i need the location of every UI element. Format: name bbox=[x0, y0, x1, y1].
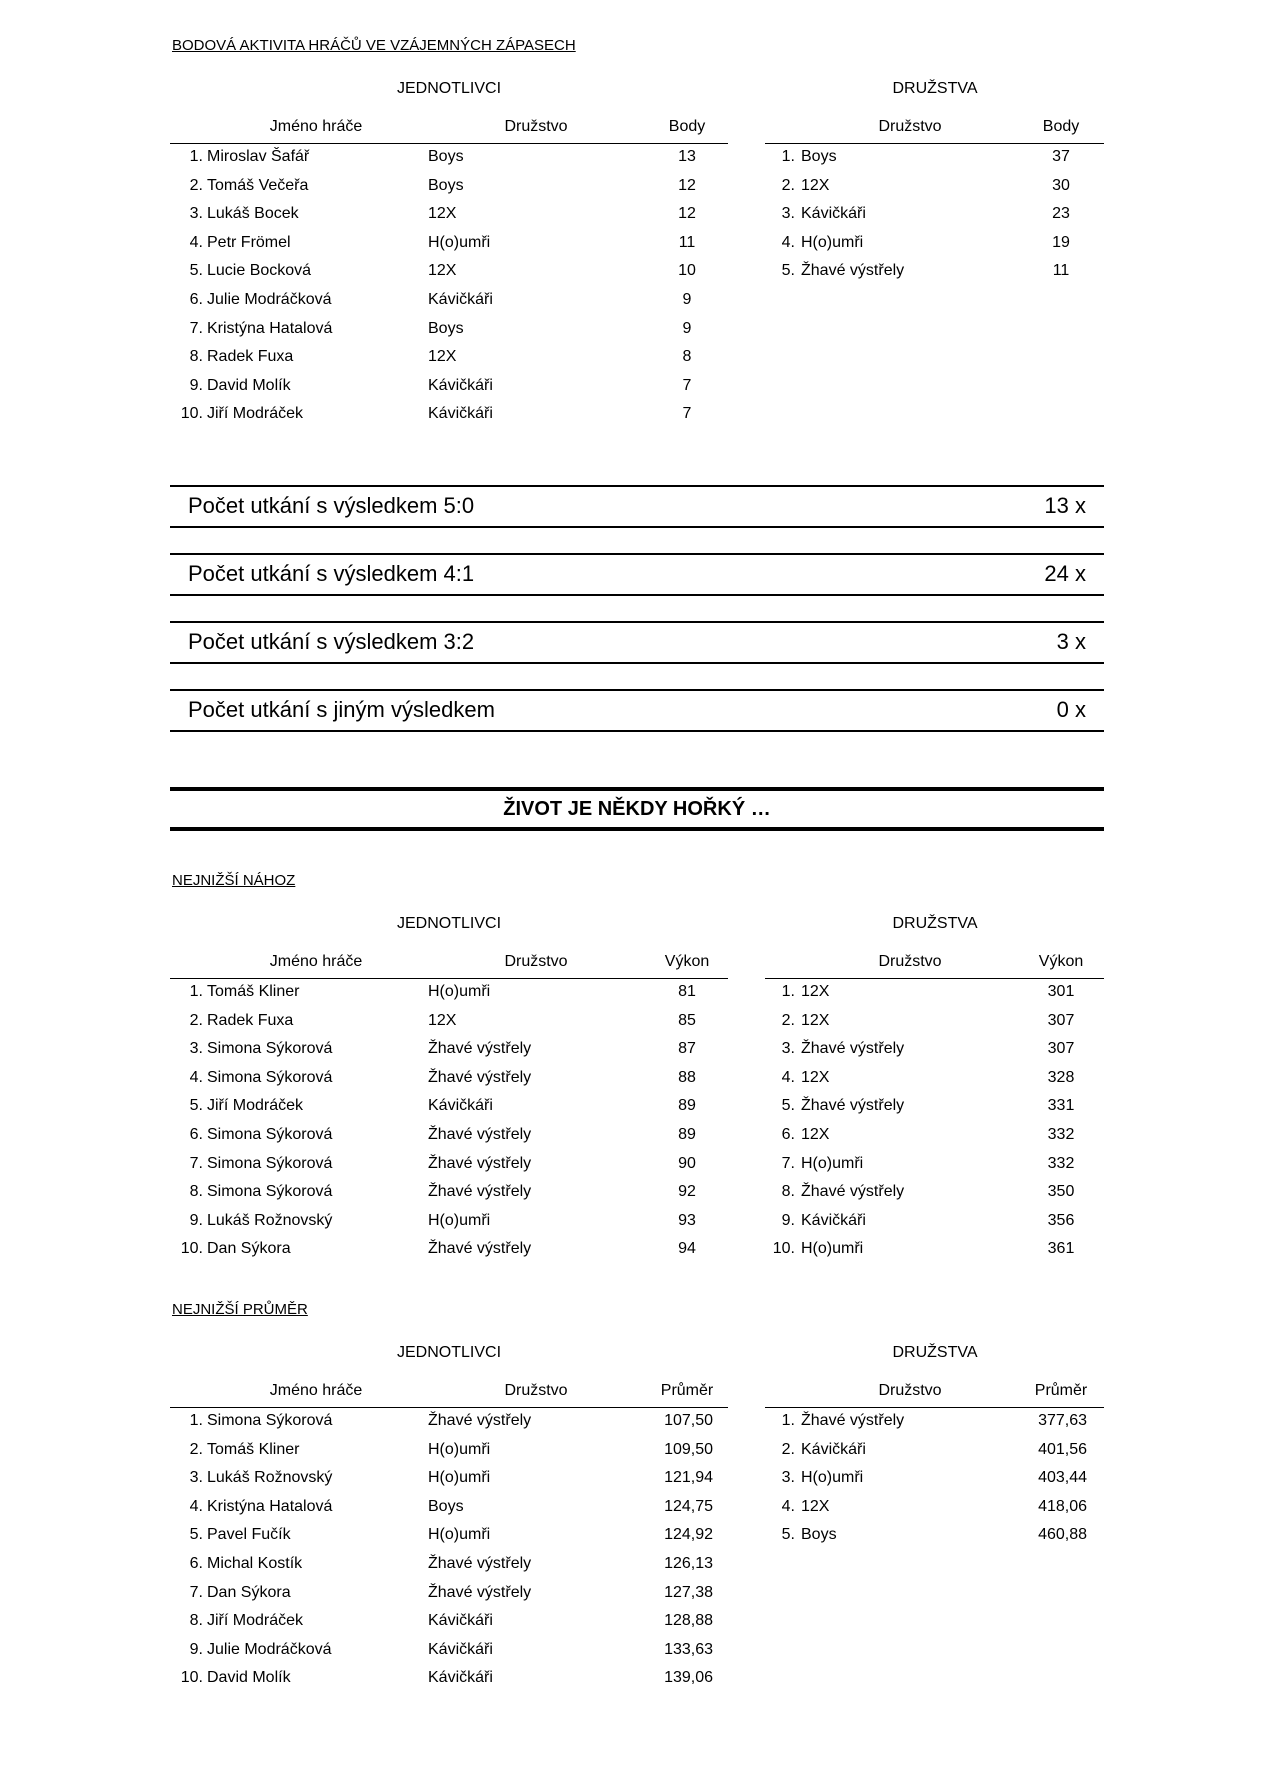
player-name: Michal Kostík bbox=[207, 1554, 303, 1572]
table-row bbox=[170, 1236, 728, 1265]
summary-row bbox=[170, 689, 1104, 732]
player-name: Dan Sýkora bbox=[207, 1583, 291, 1601]
lowest-average-title: NEJNIŽŠÍ PRŮMĚR bbox=[172, 1301, 308, 1318]
header-value: Průměr bbox=[660, 1382, 714, 1399]
player-name: Simona Sýkorová bbox=[207, 1154, 333, 1172]
rank: 4. bbox=[189, 1068, 203, 1086]
table-row bbox=[170, 173, 728, 202]
rank: 2. bbox=[781, 1440, 795, 1458]
team-name: 12X bbox=[428, 205, 457, 223]
value: 10 bbox=[678, 262, 696, 280]
team-name: H(o)umři bbox=[428, 1469, 491, 1487]
player-name: Julie Modráčková bbox=[207, 1640, 332, 1658]
table-row bbox=[765, 1093, 1104, 1122]
player-name: Lukáš Rožnovský bbox=[207, 1211, 333, 1229]
header-value: Body bbox=[1042, 118, 1080, 135]
table-row bbox=[170, 1065, 728, 1094]
team-name: Boys bbox=[801, 1526, 837, 1544]
header-team: Družstvo bbox=[504, 118, 568, 135]
table-row bbox=[765, 1494, 1104, 1523]
table-row bbox=[765, 1208, 1104, 1237]
team-name: Kávičkáři bbox=[428, 290, 493, 308]
value: 133,63 bbox=[664, 1640, 713, 1658]
value: 30 bbox=[1052, 176, 1070, 194]
lowest-average-teams-table bbox=[765, 1379, 1104, 1551]
table-row bbox=[170, 1122, 728, 1151]
team-name: 12X bbox=[428, 348, 457, 366]
value: 307 bbox=[1047, 1011, 1075, 1029]
section-banner: ŽIVOT JE NĚKDY HOŘKÝ … bbox=[170, 787, 1104, 831]
team-name: Žhavé výstřely bbox=[801, 1040, 905, 1058]
header-value: Výkon bbox=[1038, 953, 1084, 970]
value: 87 bbox=[678, 1040, 696, 1058]
table-row bbox=[170, 1437, 728, 1466]
value: 37 bbox=[1052, 148, 1070, 165]
header-player: Jméno hráče bbox=[269, 118, 363, 135]
team-name: Kávičkáři bbox=[801, 205, 866, 223]
rank: 9. bbox=[189, 1640, 203, 1658]
team-name: Boys bbox=[801, 148, 837, 165]
team-name: Kávičkáři bbox=[428, 405, 493, 423]
value: 7 bbox=[682, 376, 692, 394]
player-name: Tomáš Večeřa bbox=[207, 176, 309, 194]
value: 361 bbox=[1047, 1240, 1075, 1258]
player-name: Simona Sýkorová bbox=[207, 1040, 333, 1058]
page-title: BODOVÁ AKTIVITA HRÁČŮ VE VZÁJEMNÝCH ZÁPASECH bbox=[172, 37, 576, 54]
rank: 9. bbox=[189, 376, 203, 394]
group-label-individuals: JEDNOTLIVCI bbox=[396, 915, 502, 932]
rank: 3. bbox=[781, 1469, 795, 1487]
rank: 1. bbox=[189, 1412, 203, 1429]
player-name: Simona Sýkorová bbox=[207, 1183, 333, 1201]
summary-row bbox=[170, 553, 1104, 596]
team-name: Žhavé výstřely bbox=[801, 262, 905, 280]
team-name: Boys bbox=[428, 1497, 464, 1515]
team-name: Kávičkáři bbox=[428, 1097, 493, 1115]
header-team: Družstvo bbox=[878, 1382, 942, 1399]
team-name: 12X bbox=[801, 1497, 830, 1515]
table-row bbox=[765, 1236, 1104, 1265]
team-name: Žhavé výstřely bbox=[428, 1183, 532, 1201]
rank: 8. bbox=[189, 1612, 203, 1630]
team-name: Žhavé výstřely bbox=[428, 1554, 532, 1572]
table-row bbox=[170, 1208, 728, 1237]
team-name: Žhavé výstřely bbox=[428, 1240, 532, 1258]
rank: 7. bbox=[189, 1154, 203, 1172]
value: 9 bbox=[682, 319, 692, 337]
value: 332 bbox=[1047, 1154, 1075, 1172]
group-label-individuals: JEDNOTLIVCI bbox=[396, 1344, 502, 1361]
rank: 2. bbox=[189, 1440, 203, 1458]
value: 124,92 bbox=[664, 1526, 713, 1544]
value: 12 bbox=[678, 205, 696, 223]
rank: 6. bbox=[781, 1125, 795, 1143]
group-label-teams: DRUŽSTVA bbox=[892, 80, 978, 97]
value: 13 bbox=[678, 148, 696, 165]
table-row bbox=[170, 1465, 728, 1494]
value: 89 bbox=[678, 1125, 696, 1143]
value: 11 bbox=[678, 233, 696, 251]
player-name: Jiří Modráček bbox=[207, 1097, 304, 1115]
player-name: Simona Sýkorová bbox=[207, 1412, 333, 1429]
team-name: Kávičkáři bbox=[428, 1612, 493, 1630]
rank: 3. bbox=[781, 1040, 795, 1058]
rank: 5. bbox=[781, 262, 795, 280]
value: 127,38 bbox=[664, 1583, 713, 1601]
value: 23 bbox=[1052, 205, 1070, 223]
lowest-average-individuals-table bbox=[170, 1379, 728, 1694]
player-name: Kristýna Hatalová bbox=[207, 319, 333, 337]
value: 418,06 bbox=[1038, 1497, 1087, 1515]
rank: 4. bbox=[189, 1497, 203, 1515]
summary-value: 24 x bbox=[1044, 561, 1086, 586]
rank: 10. bbox=[180, 1240, 203, 1258]
table-row bbox=[170, 144, 728, 173]
value: 109,50 bbox=[664, 1440, 713, 1458]
table-row bbox=[765, 1151, 1104, 1180]
table-row bbox=[170, 344, 728, 373]
rank: 8. bbox=[189, 348, 203, 366]
lowest-throw-teams-table bbox=[765, 950, 1104, 1265]
team-name: Žhavé výstřely bbox=[428, 1040, 532, 1058]
team-name: Žhavé výstřely bbox=[428, 1412, 532, 1429]
team-name: Žhavé výstřely bbox=[801, 1097, 905, 1115]
header-player: Jméno hráče bbox=[269, 953, 363, 970]
table-row bbox=[765, 1179, 1104, 1208]
team-name: H(o)umři bbox=[801, 1469, 864, 1487]
value: 307 bbox=[1047, 1040, 1075, 1058]
header-value: Průměr bbox=[1034, 1382, 1088, 1399]
rank: 5. bbox=[189, 1097, 203, 1115]
player-name: Radek Fuxa bbox=[207, 348, 294, 366]
team-name: 12X bbox=[801, 1011, 830, 1029]
table-row bbox=[170, 1580, 728, 1609]
value: 88 bbox=[678, 1068, 696, 1086]
value: 81 bbox=[678, 983, 696, 1000]
rank: 4. bbox=[781, 1497, 795, 1515]
rank: 4. bbox=[781, 1068, 795, 1086]
player-name: Julie Modráčková bbox=[207, 290, 332, 308]
value: 11 bbox=[1052, 262, 1070, 280]
player-name: Jiří Modráček bbox=[207, 1612, 304, 1630]
table-header bbox=[170, 1379, 728, 1408]
table-row bbox=[170, 1008, 728, 1037]
rank: 2. bbox=[189, 176, 203, 194]
rank: 3. bbox=[189, 1469, 203, 1487]
value: 331 bbox=[1047, 1097, 1075, 1115]
value: 121,94 bbox=[664, 1469, 713, 1487]
table-row bbox=[170, 1408, 728, 1437]
points-teams-table bbox=[765, 115, 1104, 287]
table-header bbox=[170, 115, 728, 144]
value: 377,63 bbox=[1038, 1412, 1087, 1429]
table-row bbox=[170, 287, 728, 316]
summary-row bbox=[170, 485, 1104, 528]
table-row bbox=[765, 1437, 1104, 1466]
player-name: David Molík bbox=[207, 376, 291, 394]
rank: 7. bbox=[189, 319, 203, 337]
table-row bbox=[170, 230, 728, 259]
rank: 7. bbox=[189, 1583, 203, 1601]
rank: 3. bbox=[781, 205, 795, 223]
summary-row bbox=[170, 621, 1104, 664]
value: 90 bbox=[678, 1154, 696, 1172]
lowest-throw-title: NEJNIŽŠÍ NÁHOZ bbox=[172, 872, 296, 889]
group-label-teams: DRUŽSTVA bbox=[892, 915, 978, 932]
rank: 2. bbox=[781, 1011, 795, 1029]
value: 128,88 bbox=[664, 1612, 713, 1630]
table-row bbox=[765, 1465, 1104, 1494]
rank: 4. bbox=[781, 233, 795, 251]
rank: 10. bbox=[772, 1240, 795, 1258]
lowest-throw-individuals-table bbox=[170, 950, 728, 1265]
team-name: Kávičkáři bbox=[801, 1211, 866, 1229]
rank: 10. bbox=[180, 405, 203, 423]
rank: 3. bbox=[189, 205, 203, 223]
group-label-teams: DRUŽSTVA bbox=[892, 1344, 978, 1361]
rank: 1. bbox=[781, 1412, 795, 1429]
value: 460,88 bbox=[1038, 1526, 1087, 1544]
table-row bbox=[170, 1608, 728, 1637]
table-row bbox=[170, 1637, 728, 1666]
team-name: 12X bbox=[801, 176, 830, 194]
table-row bbox=[765, 1008, 1104, 1037]
value: 9 bbox=[682, 290, 692, 308]
header-value: Výkon bbox=[664, 953, 710, 970]
rank: 6. bbox=[189, 290, 203, 308]
value: 93 bbox=[678, 1211, 696, 1229]
team-name: H(o)umři bbox=[428, 1211, 491, 1229]
table-row bbox=[170, 1151, 728, 1180]
player-name: Lucie Bocková bbox=[207, 262, 312, 280]
rank: 8. bbox=[781, 1183, 795, 1201]
rank: 7. bbox=[781, 1154, 795, 1172]
table-row bbox=[765, 1122, 1104, 1151]
table-row bbox=[170, 258, 728, 287]
table-row bbox=[170, 1179, 728, 1208]
player-name: Miroslav Šafář bbox=[207, 148, 310, 165]
summary-value: 0 x bbox=[1056, 697, 1086, 722]
team-name: Žhavé výstřely bbox=[801, 1412, 905, 1429]
value: 401,56 bbox=[1038, 1440, 1087, 1458]
table-row bbox=[170, 1494, 728, 1523]
player-name: Lukáš Bocek bbox=[207, 205, 299, 223]
table-header bbox=[170, 950, 728, 979]
team-name: Kávičkáři bbox=[428, 1640, 493, 1658]
value: 92 bbox=[678, 1183, 696, 1201]
summary-value: 3 x bbox=[1056, 629, 1086, 654]
value: 332 bbox=[1047, 1125, 1075, 1143]
table-row bbox=[170, 1551, 728, 1580]
value: 19 bbox=[1052, 233, 1070, 251]
team-name: Boys bbox=[428, 148, 464, 165]
rank: 1. bbox=[781, 148, 795, 165]
rank: 5. bbox=[781, 1097, 795, 1115]
team-name: Kávičkáři bbox=[428, 1669, 493, 1687]
value: 356 bbox=[1047, 1211, 1075, 1229]
rank: 4. bbox=[189, 233, 203, 251]
player-name: David Molík bbox=[207, 1669, 291, 1687]
team-name: Žhavé výstřely bbox=[428, 1154, 532, 1172]
team-name: 12X bbox=[801, 983, 830, 1000]
table-header bbox=[765, 1379, 1104, 1408]
table-row bbox=[765, 1065, 1104, 1094]
header-value: Body bbox=[668, 118, 706, 135]
team-name: H(o)umři bbox=[428, 1440, 491, 1458]
table-row bbox=[170, 1665, 728, 1694]
value: 328 bbox=[1047, 1068, 1075, 1086]
team-name: Boys bbox=[428, 176, 464, 194]
value: 89 bbox=[678, 1097, 696, 1115]
team-name: H(o)umři bbox=[428, 233, 491, 251]
value: 8 bbox=[682, 348, 692, 366]
table-row bbox=[170, 1522, 728, 1551]
table-row bbox=[765, 173, 1104, 202]
value: 126,13 bbox=[664, 1554, 713, 1572]
table-row bbox=[170, 401, 728, 430]
rank: 1. bbox=[189, 983, 203, 1000]
table-header bbox=[765, 115, 1104, 144]
table-row bbox=[170, 1036, 728, 1065]
player-name: Tomáš Kliner bbox=[207, 1440, 300, 1458]
summary-label: Počet utkání s výsledkem 4:1 bbox=[188, 561, 475, 586]
team-name: 12X bbox=[428, 1011, 457, 1029]
team-name: Kávičkáři bbox=[428, 376, 493, 394]
team-name: Žhavé výstřely bbox=[428, 1583, 532, 1601]
team-name: Žhavé výstřely bbox=[428, 1068, 532, 1086]
rank: 6. bbox=[189, 1554, 203, 1572]
team-name: H(o)umři bbox=[801, 233, 864, 251]
header-team: Družstvo bbox=[878, 118, 942, 135]
value: 403,44 bbox=[1038, 1469, 1087, 1487]
player-name: Petr Frömel bbox=[207, 233, 291, 251]
team-name: Kávičkáři bbox=[801, 1440, 866, 1458]
table-row bbox=[170, 201, 728, 230]
team-name: H(o)umři bbox=[428, 983, 491, 1000]
table-row bbox=[765, 144, 1104, 173]
table-row bbox=[765, 201, 1104, 230]
team-name: 12X bbox=[801, 1068, 830, 1086]
team-name: H(o)umři bbox=[801, 1240, 864, 1258]
value: 124,75 bbox=[664, 1497, 713, 1515]
team-name: H(o)umři bbox=[801, 1154, 864, 1172]
team-name: 12X bbox=[801, 1125, 830, 1143]
team-name: 12X bbox=[428, 262, 457, 280]
team-name: Boys bbox=[428, 319, 464, 337]
value: 107,50 bbox=[664, 1412, 713, 1429]
table-row bbox=[170, 316, 728, 345]
rank: 6. bbox=[189, 1125, 203, 1143]
table-row bbox=[765, 258, 1104, 287]
player-name: Radek Fuxa bbox=[207, 1011, 294, 1029]
rank: 9. bbox=[781, 1211, 795, 1229]
team-name: Žhavé výstřely bbox=[801, 1183, 905, 1201]
table-header bbox=[765, 950, 1104, 979]
summary-label: Počet utkání s výsledkem 5:0 bbox=[188, 493, 475, 518]
group-label-individuals: JEDNOTLIVCI bbox=[396, 80, 502, 97]
value: 139,06 bbox=[664, 1669, 713, 1687]
rank: 2. bbox=[781, 176, 795, 194]
table-row bbox=[765, 230, 1104, 259]
points-individuals-table bbox=[170, 115, 728, 430]
table-row bbox=[170, 979, 728, 1008]
player-name: Pavel Fučík bbox=[207, 1526, 291, 1544]
player-name: Dan Sýkora bbox=[207, 1240, 291, 1258]
team-name: H(o)umři bbox=[428, 1526, 491, 1544]
value: 12 bbox=[678, 176, 696, 194]
rank: 3. bbox=[189, 1040, 203, 1058]
table-row bbox=[170, 373, 728, 402]
table-row bbox=[765, 979, 1104, 1008]
rank: 5. bbox=[781, 1526, 795, 1544]
player-name: Tomáš Kliner bbox=[207, 983, 300, 1000]
summary-label: Počet utkání s výsledkem 3:2 bbox=[188, 629, 475, 654]
table-row bbox=[765, 1036, 1104, 1065]
rank: 5. bbox=[189, 262, 203, 280]
value: 7 bbox=[682, 405, 692, 423]
summary-label: Počet utkání s jiným výsledkem bbox=[188, 697, 495, 722]
player-name: Simona Sýkorová bbox=[207, 1068, 333, 1086]
header-team: Družstvo bbox=[878, 953, 942, 970]
header-team: Družstvo bbox=[504, 1382, 568, 1399]
table-row bbox=[765, 1408, 1104, 1437]
table-row bbox=[765, 1522, 1104, 1551]
player-name: Jiří Modráček bbox=[207, 405, 304, 423]
header-player: Jméno hráče bbox=[269, 1382, 363, 1399]
table-row bbox=[170, 1093, 728, 1122]
player-name: Kristýna Hatalová bbox=[207, 1497, 333, 1515]
header-team: Družstvo bbox=[504, 953, 568, 970]
rank: 10. bbox=[180, 1669, 203, 1687]
value: 301 bbox=[1047, 983, 1075, 1000]
rank: 8. bbox=[189, 1183, 203, 1201]
player-name: Lukáš Rožnovský bbox=[207, 1469, 333, 1487]
value: 85 bbox=[678, 1011, 696, 1029]
player-name: Simona Sýkorová bbox=[207, 1125, 333, 1143]
team-name: Žhavé výstřely bbox=[428, 1125, 532, 1143]
value: 94 bbox=[678, 1240, 696, 1258]
rank: 1. bbox=[781, 983, 795, 1000]
value: 350 bbox=[1047, 1183, 1075, 1201]
summary-value: 13 x bbox=[1044, 493, 1086, 518]
rank: 5. bbox=[189, 1526, 203, 1544]
rank: 9. bbox=[189, 1211, 203, 1229]
rank: 2. bbox=[189, 1011, 203, 1029]
rank: 1. bbox=[189, 148, 203, 165]
